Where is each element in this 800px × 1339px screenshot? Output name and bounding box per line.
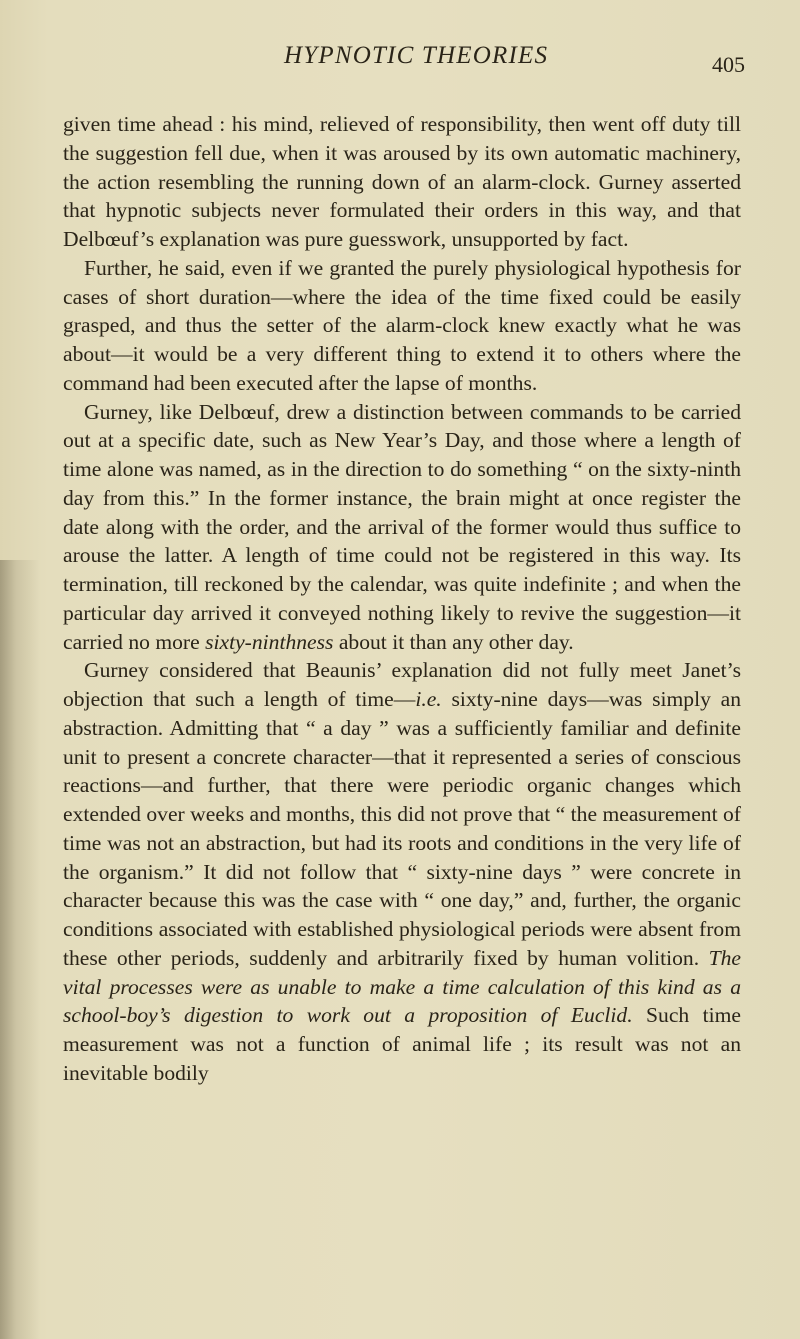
text-segment: Gurney, like Delbœuf, drew a distinction between commands to be carried out at a specific date, such as New Year’s Day, and those where a length of time alone was named, as in the direction to do something “ on the sixty-ninth day from this.” In the former instance, the brain might at once register the date along with the order, and the arrival of the former would thus suffice to arouse the latter. A length of time could not be registered in this way. Its termination, till reckoned by the calendar, was quite indefinite ; and when the particular day arrived it conveyed nothing likely to revive the suggestion—it carried no more bbox=[63, 399, 741, 654]
text-segment: about it than any other day. bbox=[333, 629, 574, 654]
text-segment: given time ahead : his mind, relieved of responsibility, then went off duty till the suggestion fell due, when it was aroused by its own automatic machinery, the action resembling the running down of an alarm-clock. Gurney asserted that hypnotic subjects never formulated their orders in this way, and that Delbœuf’s explanation was pure guesswork, unsupported by fact. bbox=[63, 112, 741, 251]
binding-shadow bbox=[0, 560, 40, 1339]
paragraph bbox=[63, 254, 741, 398]
paragraph bbox=[63, 398, 741, 657]
text-segment: Further, he said, even if we granted the purely physiological hypothesis for cases of short duration—where the idea of the time fixed could be easily grasped, and thus the setter of the alarm-clock knew exactly what he was about—it would be a very different thing to extend it to others where the command had been executed after the lapse of months. bbox=[63, 255, 741, 395]
paragraph bbox=[63, 110, 741, 254]
text-segment: sixty-nine days—was simply an abstraction. Admitting that “ a day ” was a sufficiently familiar and definite unit to present a concrete character—that it represented a series of conscious reactions—and further, that there were periodic organic changes which extended over weeks and months, this did not prove that “ the measurement of time was not an abstraction, but had its roots and conditions in the very life of the organism.” It did not follow that “ sixty-nine days ” were concrete in character because this was the case with “ one day,” and, further, the organic conditions associated with established physiological periods were absent from these other periods, suddenly and arbitrarily fixed by human volition. bbox=[63, 687, 742, 970]
paragraph bbox=[63, 656, 741, 1087]
italic-text: sixty-ninthness bbox=[205, 629, 334, 654]
italic-text: The vital processes were as unable to make a time calculation of this kind as a school-boy’s digestion to work out a proposition of Euclid. bbox=[63, 945, 741, 1028]
running-head: HYPNOTIC THEORIES bbox=[284, 42, 549, 69]
text-segment: Gurney considered that Beaunis’ explanation did not fully meet Janet’s objection that such a length of time— bbox=[63, 658, 741, 711]
page-number: 405 bbox=[712, 52, 745, 77]
text-segment: Such time measurement was not a function of animal life ; its result was not an inevitable bodily bbox=[63, 1003, 742, 1085]
page-header bbox=[0, 42, 800, 82]
body-text bbox=[63, 110, 741, 1088]
italic-text: i.e. bbox=[415, 687, 442, 711]
